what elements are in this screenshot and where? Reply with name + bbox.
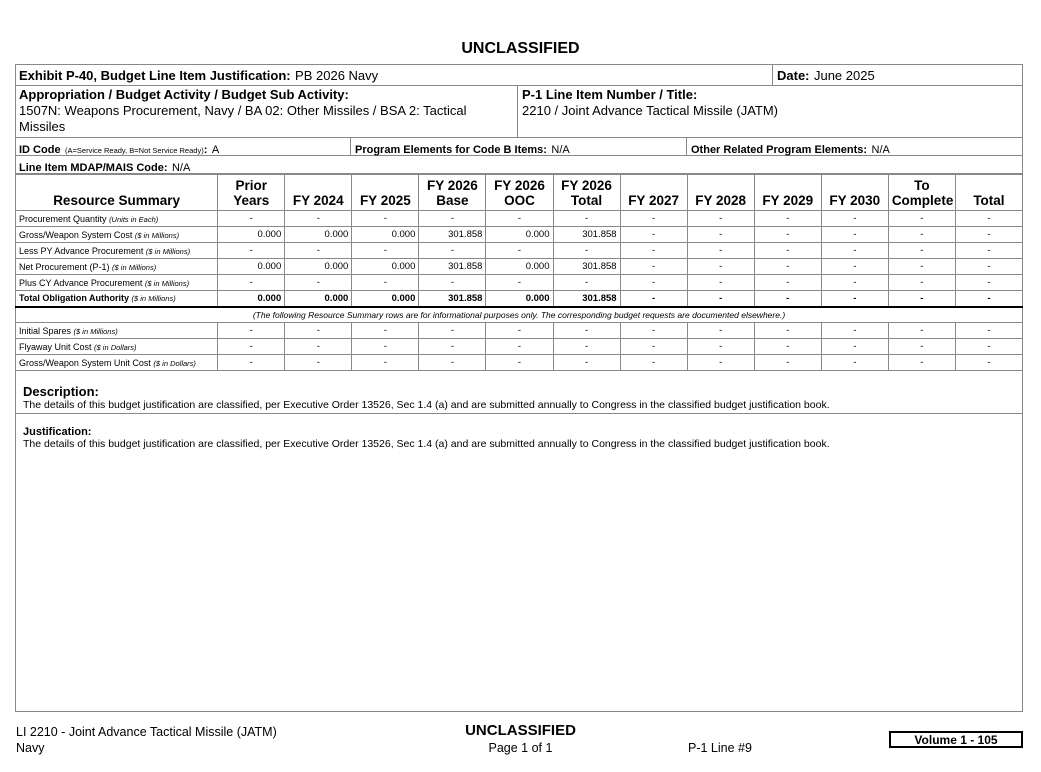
table-cell: - — [888, 259, 955, 275]
table-cell: - — [687, 211, 754, 227]
footer-volume: Volume 1 - 105 — [889, 731, 1023, 748]
table-cell: - — [620, 259, 687, 275]
table-cell: - — [754, 211, 821, 227]
row-label — [16, 259, 218, 275]
table-cell: - — [888, 243, 955, 259]
table-cell: 301.858 — [553, 291, 620, 307]
date-label: Date: — [777, 68, 810, 83]
table-cell: - — [821, 211, 888, 227]
row-label-text: Gross/Weapon System Unit Cost — [19, 357, 151, 368]
row-label — [16, 227, 218, 243]
table-cell: - — [687, 259, 754, 275]
table-cell: - — [754, 339, 821, 355]
row-label-text: Less PY Advance Procurement — [19, 245, 144, 256]
table-cell: - — [687, 339, 754, 355]
info-note-row — [16, 307, 1023, 323]
table-cell: - — [754, 291, 821, 307]
table-cell: 0.000 — [486, 227, 553, 243]
appropriation-row — [15, 86, 1023, 138]
footer-line-item: LI 2210 - Joint Advance Tactical Missile (JATM) — [16, 725, 277, 739]
row-label-text: Gross/Weapon System Cost — [19, 229, 133, 240]
appropriation-value-line2: Missiles — [19, 119, 66, 134]
table-cell: - — [285, 211, 352, 227]
row-label — [16, 323, 218, 339]
table-cell: - — [553, 275, 620, 291]
exhibit-row — [15, 64, 1023, 86]
description-text: The details of this budget justification are classified, per Executive Order 13526, Sec 1.4 (a) and are submitted annually to Congress in the classified budget justification book. — [23, 399, 830, 411]
table-cell: - — [218, 339, 285, 355]
col-header: To Complete — [888, 175, 955, 211]
row-unit: ($ in Millions) — [73, 326, 118, 336]
mdap-label: Line Item MDAP/MAIS Code: — [19, 162, 168, 174]
justification-title: Justification: — [23, 426, 92, 438]
appropriation-cell — [15, 86, 518, 137]
row-label — [16, 243, 218, 259]
row-label-text: Plus CY Advance Procurement — [19, 277, 143, 288]
table-cell: - — [888, 339, 955, 355]
table-cell: - — [620, 227, 687, 243]
appropriation-value-line1: 1507N: Weapons Procurement, Navy / BA 02: Other Missiles / BSA 2: Tactical — [19, 103, 467, 118]
table-cell: - — [754, 355, 821, 371]
row-unit: ($ in Dollars) — [153, 358, 196, 368]
table-cell: - — [687, 291, 754, 307]
col-header: FY 2026 OOC — [486, 175, 553, 211]
table-cell: - — [821, 259, 888, 275]
table-cell: - — [620, 355, 687, 371]
table-cell: - — [419, 355, 486, 371]
exhibit-label: Exhibit P-40, Budget Line Item Justification: — [19, 68, 291, 83]
table-cell: - — [352, 323, 419, 339]
table-cell: - — [352, 211, 419, 227]
row-label-text: Initial Spares — [19, 325, 72, 336]
table-cell: - — [687, 323, 754, 339]
row-unit: ($ in Dollars) — [94, 342, 137, 352]
table-cell: 0.000 — [285, 291, 352, 307]
table-row — [16, 323, 1023, 339]
table-cell: 301.858 — [553, 259, 620, 275]
table-cell: - — [486, 211, 553, 227]
table-cell: - — [821, 323, 888, 339]
table-cell: 301.858 — [419, 259, 486, 275]
table-cell: - — [754, 259, 821, 275]
table-cell: - — [285, 275, 352, 291]
other-related-value: N/A — [871, 144, 890, 156]
table-cell: - — [620, 323, 687, 339]
col-header: FY 2024 — [285, 175, 352, 211]
col-header: FY 2028 — [687, 175, 754, 211]
table-cell: - — [821, 291, 888, 307]
table-cell: - — [352, 339, 419, 355]
table-cell: 0.000 — [285, 259, 352, 275]
table-cell: - — [754, 227, 821, 243]
table-cell: 0.000 — [486, 259, 553, 275]
table-cell: - — [955, 259, 1022, 275]
description-title: Description: — [23, 384, 99, 399]
table-cell: - — [888, 227, 955, 243]
col-header: FY 2030 — [821, 175, 888, 211]
row-unit: ($ in Millions) — [145, 246, 191, 256]
footer-p1-line: P-1 Line #9 — [688, 741, 752, 755]
table-cell: 0.000 — [352, 259, 419, 275]
table-cell: 0.000 — [352, 227, 419, 243]
table-row — [16, 243, 1023, 259]
table-cell: - — [687, 355, 754, 371]
table-cell: - — [419, 339, 486, 355]
table-cell: 0.000 — [486, 291, 553, 307]
row-label-text: Procurement Quantity — [19, 213, 107, 224]
table-cell: 0.000 — [218, 291, 285, 307]
date-value: June 2025 — [813, 68, 875, 83]
row-unit: ($ in Millions) — [144, 278, 190, 288]
description-section — [15, 372, 1023, 414]
program-elements-value: N/A — [551, 144, 570, 156]
table-cell: - — [687, 275, 754, 291]
justification-section — [15, 426, 1023, 450]
table-cell: - — [486, 275, 553, 291]
table-cell: - — [553, 339, 620, 355]
row-unit: ($ in Millions) — [131, 294, 176, 304]
resource-summary-title: Resource Summary — [16, 175, 218, 211]
table-cell: - — [486, 355, 553, 371]
row-label — [16, 339, 218, 355]
justification-text: The details of this budget justification are classified, per Executive Order 13526, Sec 1.4 (a) and are submitted annually to Congress in the classified budget justification book. — [23, 438, 830, 450]
table-cell: - — [821, 227, 888, 243]
table-cell: - — [486, 323, 553, 339]
table-cell: - — [821, 355, 888, 371]
mdap-value: N/A — [171, 162, 191, 174]
table-row — [16, 259, 1023, 275]
table-row — [16, 275, 1023, 291]
table-cell: 301.858 — [419, 291, 486, 307]
table-cell: - — [955, 323, 1022, 339]
classification-footer: UNCLASSIFIED — [465, 722, 576, 739]
table-cell: - — [821, 243, 888, 259]
mdap-row — [15, 156, 1023, 174]
table-cell: - — [218, 243, 285, 259]
row-label-text: Total Obligation Authority — [19, 293, 129, 304]
footer-page: Page 1 of 1 — [488, 741, 553, 755]
table-cell: - — [620, 339, 687, 355]
table-cell: - — [620, 211, 687, 227]
resource-summary-header-row — [16, 175, 1023, 211]
table-cell: - — [754, 243, 821, 259]
table-cell: - — [620, 243, 687, 259]
table-cell: - — [285, 323, 352, 339]
table-cell: - — [955, 339, 1022, 355]
table-cell: - — [218, 323, 285, 339]
table-cell: - — [955, 227, 1022, 243]
table-cell: - — [620, 275, 687, 291]
table-cell: - — [486, 339, 553, 355]
appropriation-label: Appropriation / Budget Activity / Budget Sub Activity: — [19, 87, 349, 102]
table-cell: 0.000 — [218, 227, 285, 243]
table-cell: - — [419, 243, 486, 259]
row-unit: (Units in Each) — [109, 214, 159, 224]
table-cell: - — [955, 275, 1022, 291]
col-header: FY 2025 — [352, 175, 419, 211]
col-header: FY 2029 — [754, 175, 821, 211]
table-row — [16, 211, 1023, 227]
table-cell: - — [888, 275, 955, 291]
table-cell: - — [285, 243, 352, 259]
table-cell: - — [821, 275, 888, 291]
row-label — [16, 275, 218, 291]
p1-line-value: 2210 / Joint Advance Tactical Missile (JATM) — [522, 103, 779, 118]
mdap-cell — [15, 156, 1023, 173]
classification-header: UNCLASSIFIED — [461, 40, 580, 57]
p1-line-label: P-1 Line Item Number / Title: — [522, 87, 698, 102]
col-header: Total — [955, 175, 1022, 211]
table-cell: - — [352, 243, 419, 259]
table-cell: 301.858 — [553, 227, 620, 243]
row-unit: ($ in Millions) — [134, 230, 180, 240]
program-elements-label: Program Elements for Code B Items: — [355, 144, 547, 156]
table-cell: - — [285, 355, 352, 371]
table-cell: - — [888, 323, 955, 339]
table-cell: - — [419, 211, 486, 227]
table-cell: - — [687, 227, 754, 243]
row-label — [16, 355, 218, 371]
col-header: FY 2026 Base — [419, 175, 486, 211]
col-header: Prior Years — [218, 175, 285, 211]
table-cell: - — [687, 243, 754, 259]
exhibit-cell — [15, 65, 773, 85]
table-cell: - — [620, 291, 687, 307]
resource-summary-table — [15, 174, 1023, 371]
id-code-cell: ID Code (A=Service Ready, B=Not Service Ready): A — [15, 138, 351, 155]
table-cell: - — [754, 323, 821, 339]
program-elements-cell — [351, 138, 687, 155]
table-cell: - — [955, 211, 1022, 227]
row-unit: ($ in Millions) — [112, 262, 157, 272]
table-row — [16, 291, 1023, 307]
table-cell: - — [754, 275, 821, 291]
info-note: (The following Resource Summary rows are for informational purposes only. The corresponding budget requests are documented elsewhere.) — [16, 307, 1023, 323]
other-related-cell — [687, 138, 1023, 155]
col-header: FY 2026 Total — [553, 175, 620, 211]
table-cell: - — [419, 323, 486, 339]
row-label — [16, 291, 218, 307]
row-label — [16, 211, 218, 227]
table-cell: - — [955, 243, 1022, 259]
table-cell: 0.000 — [285, 227, 352, 243]
table-cell: - — [955, 355, 1022, 371]
id-code-row — [15, 138, 1023, 156]
table-cell: - — [553, 243, 620, 259]
table-cell: - — [821, 339, 888, 355]
p1-line-cell — [518, 86, 1023, 137]
table-cell: - — [218, 355, 285, 371]
table-cell: 0.000 — [352, 291, 419, 307]
exhibit-value: PB 2026 Navy — [295, 68, 379, 83]
table-cell: - — [218, 211, 285, 227]
table-cell: - — [888, 291, 955, 307]
table-cell: - — [553, 211, 620, 227]
row-label-text: Net Procurement (P-1) — [19, 261, 110, 272]
table-cell: - — [888, 355, 955, 371]
table-row — [16, 227, 1023, 243]
col-header: FY 2027 — [620, 175, 687, 211]
table-cell: - — [352, 275, 419, 291]
table-cell: - — [553, 323, 620, 339]
table-cell: 0.000 — [218, 259, 285, 275]
id-code-label: ID Code — [19, 144, 61, 156]
table-cell: - — [486, 243, 553, 259]
table-cell: - — [955, 291, 1022, 307]
table-cell: - — [888, 211, 955, 227]
table-cell: 301.858 — [419, 227, 486, 243]
footer-service: Navy — [16, 741, 45, 755]
other-related-label: Other Related Program Elements: — [691, 144, 868, 156]
id-code-value: A — [211, 144, 220, 156]
table-row — [16, 339, 1023, 355]
resource-summary-body — [16, 211, 1023, 371]
date-cell — [773, 65, 1023, 85]
table-cell: - — [352, 355, 419, 371]
table-row — [16, 355, 1023, 371]
table-cell: - — [285, 339, 352, 355]
table-cell: - — [553, 355, 620, 371]
table-cell: - — [218, 275, 285, 291]
table-cell: - — [419, 275, 486, 291]
row-label-text: Flyaway Unit Cost — [19, 341, 92, 352]
id-code-legend: (A=Service Ready, B=Not Service Ready) — [65, 146, 204, 155]
